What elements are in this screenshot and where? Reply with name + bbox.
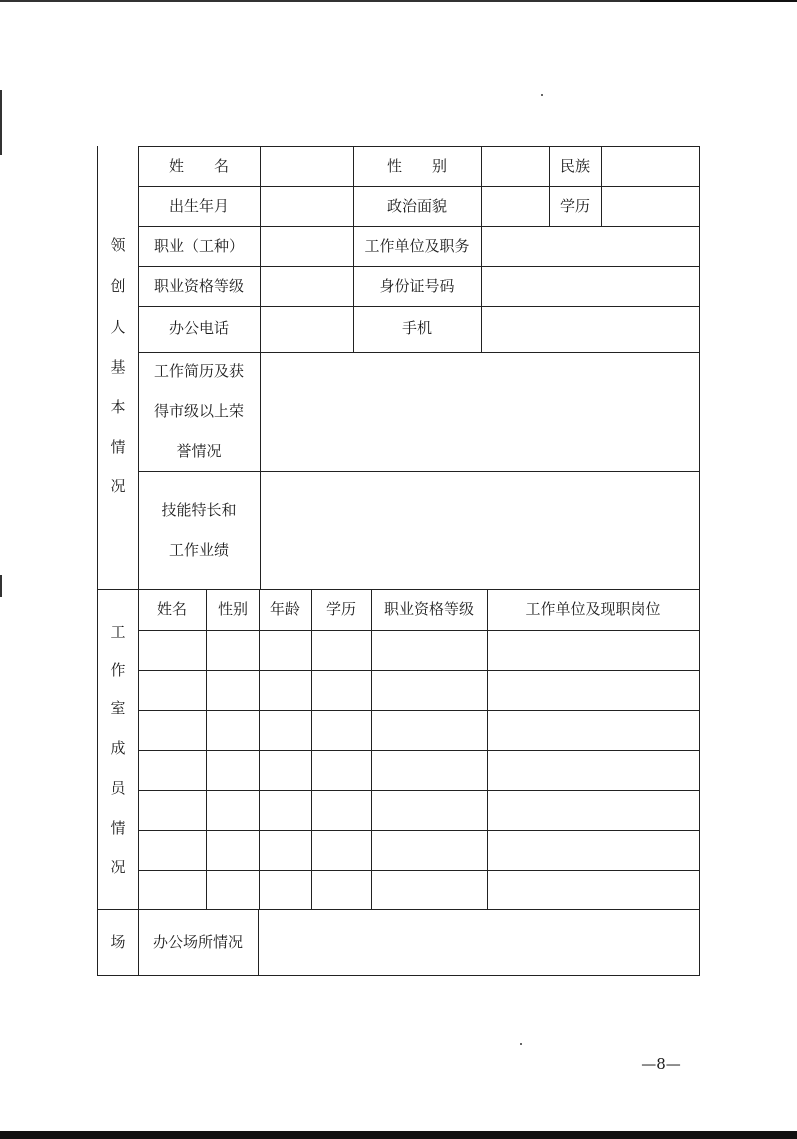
label-name: 姓 名 bbox=[168, 157, 230, 175]
scan-edge-left bbox=[0, 90, 2, 155]
members-title-char: 作 bbox=[110, 661, 126, 679]
leader-title-char: 创 bbox=[110, 277, 126, 295]
column-header-name: 姓名 bbox=[156, 600, 188, 618]
members-title-char: 室 bbox=[110, 699, 126, 717]
members-title-char: 成 bbox=[110, 739, 126, 757]
label-gender: 性 别 bbox=[386, 157, 448, 175]
venue-section-title: 场 bbox=[110, 933, 126, 951]
label-mobile: 手机 bbox=[401, 319, 433, 337]
label-political-status: 政治面貌 bbox=[386, 197, 448, 215]
page-number: —8— bbox=[641, 1055, 681, 1073]
members-title-char: 情 bbox=[110, 819, 126, 837]
label-work-unit-position: 工作单位及职务 bbox=[364, 237, 470, 255]
label-education: 学历 bbox=[559, 197, 591, 215]
members-title-char: 况 bbox=[110, 858, 126, 876]
scan-speck bbox=[520, 1043, 522, 1045]
label-skills-line: 工作业绩 bbox=[168, 541, 230, 559]
column-header-age: 年龄 bbox=[269, 600, 301, 618]
column-header-gender: 性别 bbox=[217, 600, 249, 618]
leader-title-char: 基 bbox=[110, 358, 126, 376]
scan-speck bbox=[541, 94, 543, 96]
leader-title-char: 情 bbox=[110, 438, 126, 456]
label-skills-line: 技能特长和 bbox=[161, 501, 237, 519]
leader-title-char: 领 bbox=[110, 236, 126, 254]
label-resume-line: 誉情况 bbox=[176, 442, 222, 460]
members-title-char: 工 bbox=[110, 623, 126, 641]
column-header-qualification: 职业资格等级 bbox=[383, 600, 475, 618]
leader-title-char: 本 bbox=[110, 398, 126, 416]
scan-edge-left-lower bbox=[0, 575, 2, 597]
label-office-phone: 办公电话 bbox=[168, 319, 230, 337]
leader-title-char: 人 bbox=[110, 318, 126, 336]
label-qualification-level: 职业资格等级 bbox=[153, 277, 245, 295]
label-resume-line: 工作简历及获 bbox=[153, 362, 245, 380]
column-header-education: 学历 bbox=[325, 600, 357, 618]
label-resume-line: 得市级以上荣 bbox=[153, 402, 245, 420]
label-ethnicity: 民族 bbox=[559, 157, 591, 175]
scan-edge-top-dark bbox=[640, 0, 797, 2]
label-id-number: 身份证号码 bbox=[379, 277, 455, 295]
label-occupation: 职业（工种） bbox=[153, 237, 245, 255]
label-office-venue: 办公场所情况 bbox=[152, 933, 244, 951]
column-header-work-unit: 工作单位及现职岗位 bbox=[525, 600, 661, 618]
members-title-char: 员 bbox=[110, 779, 126, 797]
scan-edge-bottom bbox=[0, 1131, 797, 1139]
label-birth-date: 出生年月 bbox=[168, 197, 230, 215]
leader-title-char: 况 bbox=[110, 477, 126, 495]
